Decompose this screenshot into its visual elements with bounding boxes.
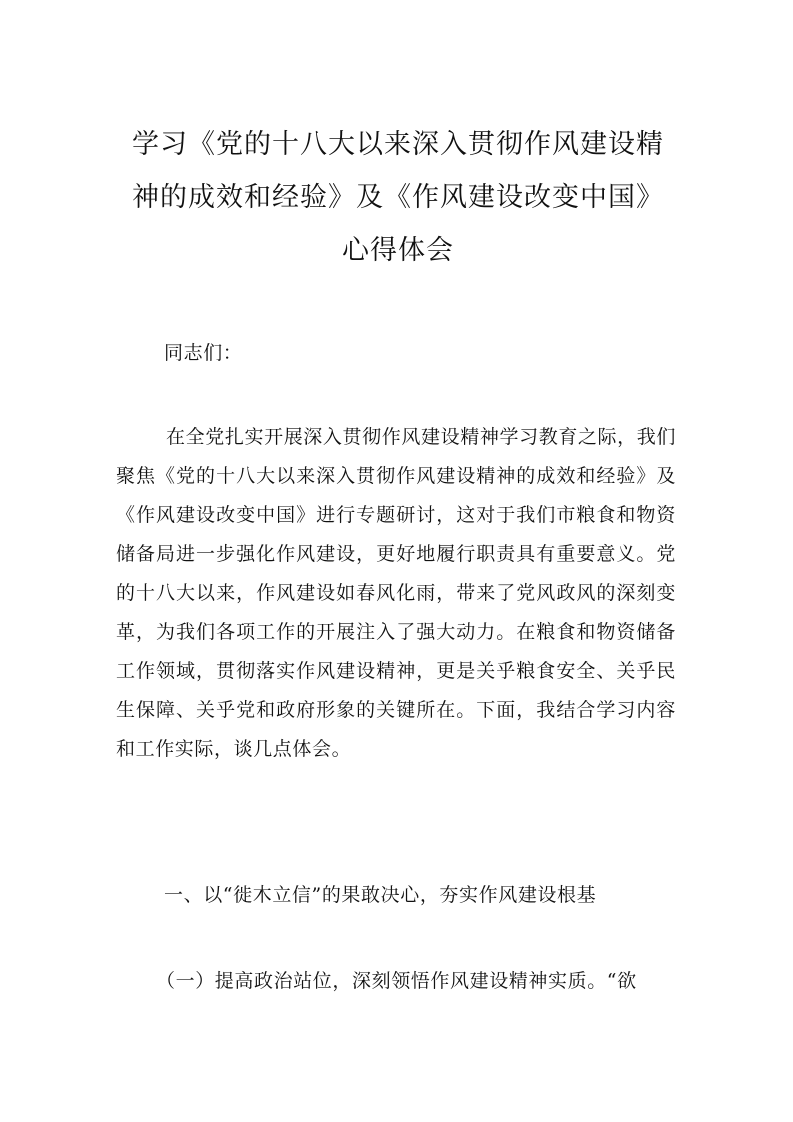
document-title: [118, 118, 678, 277]
greeting: 同志们：: [164, 342, 243, 364]
title-line-1: 学习《党的十八大以来深入贯彻作风建设精: [132, 129, 664, 160]
title-line-3: 心得体会: [342, 235, 454, 266]
title-line-2: 神的成效和经验》及《作风建设改变中国》: [132, 182, 664, 213]
subsection-heading-1: （一）提高政治站位，深刻领悟作风建设精神实质。“欲: [156, 970, 637, 992]
section-heading-1: 一、以“徙木立信”的果敢决心，夯实作风建设根基: [164, 884, 597, 906]
body-paragraph-1: 在全党扎实开展深入贯彻作风建设精神学习教育之际，我们聚焦《党的十八大以来深入贯彻作风建设精神的成效和经验》及《作风建设改变中国》进行专题研讨，这对于我们市粮食和物资储备局进一步强化作风建设，更好地履行职责具有重要意义。党的十八大以来，作风建设如春风化雨，带来了党风政风的深刻变革，为我们各项工作的开展注入了强大动力。在粮食和物资储备工作领域，贯彻落实作风建设精神，更是关乎粮食安全、关乎民生保障、关乎党和政府形象的关键所在。下面，我结合学习内容和工作实际，谈几点体会。: [116, 426, 676, 760]
